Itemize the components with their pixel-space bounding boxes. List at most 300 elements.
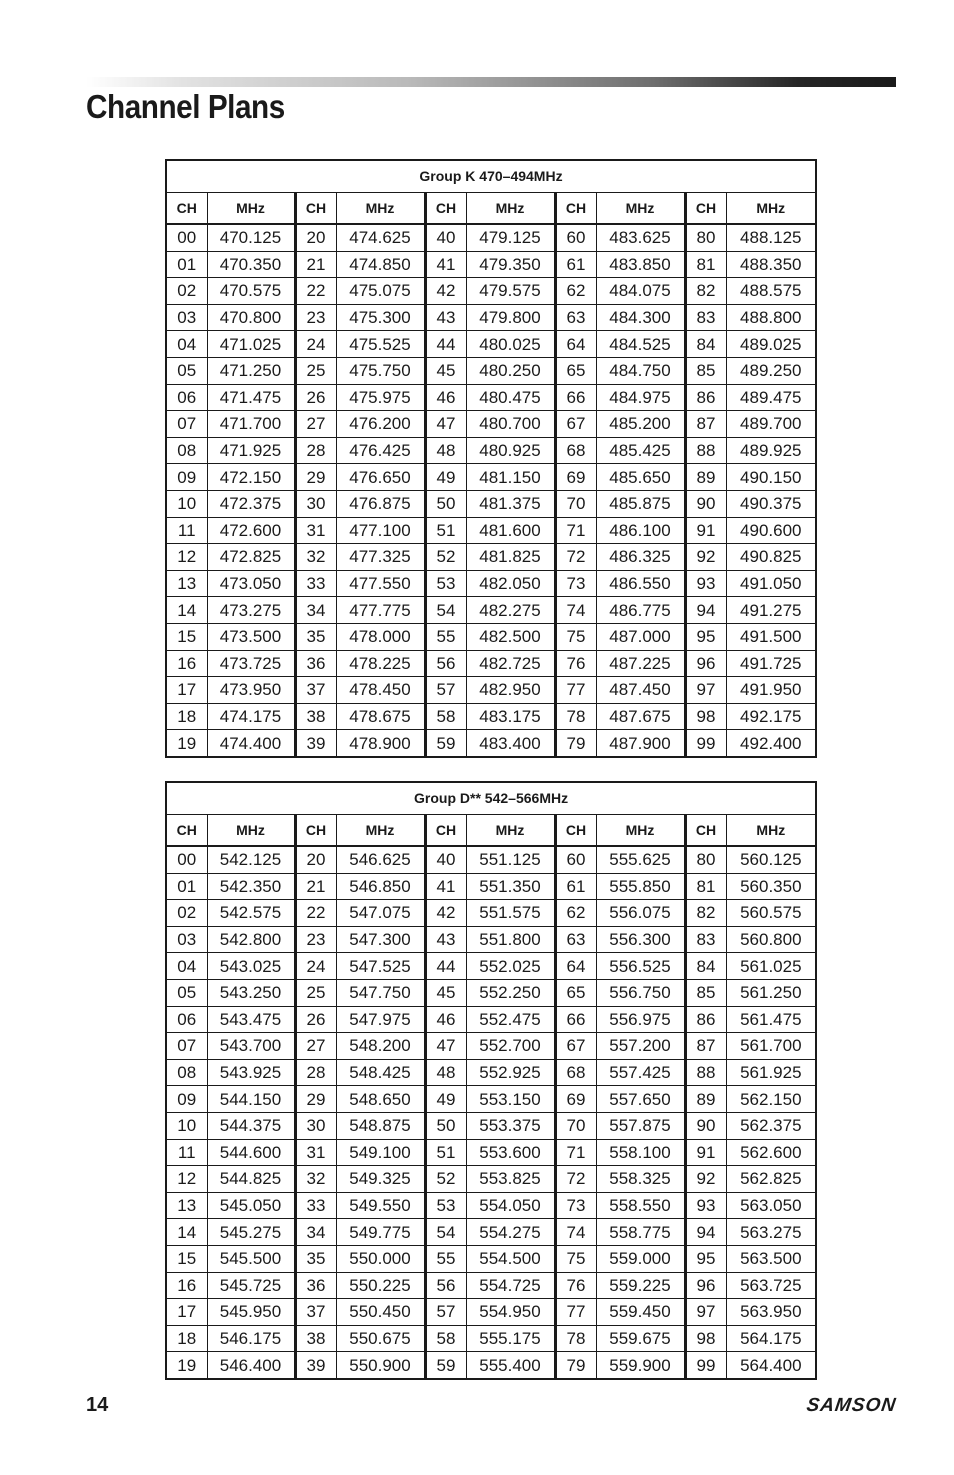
channel-frequency: 548.200 <box>336 1033 425 1060</box>
channel-frequency: 552.925 <box>466 1059 555 1086</box>
channel-number: 83 <box>685 304 726 331</box>
table-row <box>166 1352 816 1379</box>
channel-number: 37 <box>295 677 336 704</box>
channel-frequency: 488.350 <box>726 251 816 278</box>
channel-number: 92 <box>685 544 726 571</box>
channel-number: 93 <box>685 1192 726 1219</box>
channel-number: 15 <box>166 623 207 650</box>
channel-frequency: 486.775 <box>596 597 685 624</box>
channel-number: 42 <box>425 900 466 927</box>
table-title: Group K 470–494MHz <box>166 160 816 193</box>
channel-frequency: 561.700 <box>726 1033 816 1060</box>
channel-number: 15 <box>166 1245 207 1272</box>
channel-number: 43 <box>425 926 466 953</box>
channel-number: 72 <box>555 1166 596 1193</box>
channel-number: 53 <box>425 1192 466 1219</box>
channel-number: 33 <box>295 1192 336 1219</box>
channel-frequency: 472.375 <box>207 490 295 517</box>
channel-number: 41 <box>425 251 466 278</box>
channel-number: 96 <box>685 1272 726 1299</box>
channel-number: 24 <box>295 953 336 980</box>
channel-number: 74 <box>555 597 596 624</box>
channel-number: 02 <box>166 278 207 305</box>
channel-frequency: 479.575 <box>466 278 555 305</box>
header-rule <box>86 77 896 87</box>
channel-frequency: 563.050 <box>726 1192 816 1219</box>
channel-frequency: 482.275 <box>466 597 555 624</box>
channel-number: 17 <box>166 677 207 704</box>
table-row <box>166 437 816 464</box>
table-title: Group D** 542–566MHz <box>166 782 816 815</box>
channel-number: 51 <box>425 1139 466 1166</box>
channel-number: 73 <box>555 570 596 597</box>
channel-frequency: 564.175 <box>726 1325 816 1352</box>
column-header-ch: CH <box>295 193 336 225</box>
channel-number: 94 <box>685 1219 726 1246</box>
column-header-mhz: MHz <box>726 193 816 225</box>
channel-number: 99 <box>685 1352 726 1379</box>
table-row <box>166 331 816 358</box>
channel-frequency: 475.525 <box>336 331 425 358</box>
channel-number: 02 <box>166 900 207 927</box>
table-row <box>166 1272 816 1299</box>
channel-frequency: 562.825 <box>726 1166 816 1193</box>
channel-number: 36 <box>295 650 336 677</box>
channel-number: 28 <box>295 1059 336 1086</box>
channel-number: 85 <box>685 357 726 384</box>
channel-frequency: 471.700 <box>207 411 295 438</box>
channel-frequency: 552.700 <box>466 1033 555 1060</box>
channel-number: 67 <box>555 1033 596 1060</box>
channel-frequency: 477.325 <box>336 544 425 571</box>
channel-frequency: 485.200 <box>596 411 685 438</box>
channel-frequency: 491.050 <box>726 570 816 597</box>
channel-number: 78 <box>555 1325 596 1352</box>
channel-frequency: 551.575 <box>466 900 555 927</box>
table-row <box>166 384 816 411</box>
channel-number: 92 <box>685 1166 726 1193</box>
table-row <box>166 703 816 730</box>
channel-frequency: 490.600 <box>726 517 816 544</box>
channel-number: 03 <box>166 304 207 331</box>
channel-number: 63 <box>555 304 596 331</box>
channel-frequency: 487.450 <box>596 677 685 704</box>
channel-number: 38 <box>295 1325 336 1352</box>
channel-number: 31 <box>295 517 336 544</box>
channel-frequency: 476.875 <box>336 490 425 517</box>
channel-number: 43 <box>425 304 466 331</box>
channel-frequency: 487.900 <box>596 730 685 757</box>
channel-number: 31 <box>295 1139 336 1166</box>
channel-number: 32 <box>295 544 336 571</box>
channel-number: 57 <box>425 1299 466 1326</box>
table-row <box>166 1325 816 1352</box>
channel-number: 77 <box>555 677 596 704</box>
channel-frequency: 555.625 <box>596 846 685 873</box>
channel-frequency: 552.475 <box>466 1006 555 1033</box>
channel-number: 45 <box>425 357 466 384</box>
channel-number: 50 <box>425 490 466 517</box>
channel-number: 61 <box>555 873 596 900</box>
channel-frequency: 479.800 <box>466 304 555 331</box>
channel-frequency: 473.050 <box>207 570 295 597</box>
channel-frequency: 557.425 <box>596 1059 685 1086</box>
channel-number: 65 <box>555 357 596 384</box>
channel-frequency: 563.500 <box>726 1245 816 1272</box>
channel-number: 36 <box>295 1272 336 1299</box>
channel-frequency: 491.275 <box>726 597 816 624</box>
channel-frequency: 481.600 <box>466 517 555 544</box>
channel-frequency: 542.350 <box>207 873 295 900</box>
channel-number: 30 <box>295 1112 336 1139</box>
channel-frequency: 547.300 <box>336 926 425 953</box>
column-header-mhz: MHz <box>596 193 685 225</box>
channel-frequency: 482.950 <box>466 677 555 704</box>
channel-number: 74 <box>555 1219 596 1246</box>
channel-number: 14 <box>166 597 207 624</box>
channel-number: 75 <box>555 1245 596 1272</box>
channel-number: 13 <box>166 570 207 597</box>
channel-number: 25 <box>295 357 336 384</box>
channel-number: 14 <box>166 1219 207 1246</box>
channel-frequency: 556.525 <box>596 953 685 980</box>
channel-frequency: 542.800 <box>207 926 295 953</box>
channel-frequency: 487.000 <box>596 623 685 650</box>
channel-number: 66 <box>555 1006 596 1033</box>
channel-frequency: 489.250 <box>726 357 816 384</box>
channel-frequency: 555.175 <box>466 1325 555 1352</box>
channel-number: 29 <box>295 464 336 491</box>
channel-number: 44 <box>425 331 466 358</box>
channel-number: 87 <box>685 411 726 438</box>
channel-frequency: 554.725 <box>466 1272 555 1299</box>
channel-frequency: 545.725 <box>207 1272 295 1299</box>
column-header-ch: CH <box>685 815 726 847</box>
column-header-mhz: MHz <box>207 815 295 847</box>
channel-number: 81 <box>685 873 726 900</box>
channel-number: 89 <box>685 1086 726 1113</box>
channel-number: 59 <box>425 1352 466 1379</box>
channel-number: 26 <box>295 384 336 411</box>
channel-number: 23 <box>295 304 336 331</box>
channel-frequency: 543.250 <box>207 979 295 1006</box>
channel-frequency: 488.575 <box>726 278 816 305</box>
table-row <box>166 926 816 953</box>
channel-number: 55 <box>425 1245 466 1272</box>
channel-number: 07 <box>166 411 207 438</box>
channel-frequency: 546.175 <box>207 1325 295 1352</box>
table-row <box>166 1112 816 1139</box>
channel-number: 76 <box>555 650 596 677</box>
channel-number: 68 <box>555 1059 596 1086</box>
channel-frequency: 559.675 <box>596 1325 685 1352</box>
channel-number: 20 <box>295 846 336 873</box>
table-row <box>166 251 816 278</box>
channel-frequency: 474.175 <box>207 703 295 730</box>
channel-frequency: 477.775 <box>336 597 425 624</box>
channel-frequency: 564.400 <box>726 1352 816 1379</box>
channel-number: 80 <box>685 846 726 873</box>
channel-frequency: 490.375 <box>726 490 816 517</box>
channel-frequency: 491.725 <box>726 650 816 677</box>
channel-number: 24 <box>295 331 336 358</box>
channel-frequency: 543.475 <box>207 1006 295 1033</box>
channel-number: 01 <box>166 873 207 900</box>
channel-number: 01 <box>166 251 207 278</box>
channel-frequency: 550.000 <box>336 1245 425 1272</box>
channel-number: 85 <box>685 979 726 1006</box>
channel-frequency: 483.175 <box>466 703 555 730</box>
channel-frequency: 553.150 <box>466 1086 555 1113</box>
channel-number: 21 <box>295 873 336 900</box>
channel-frequency: 544.150 <box>207 1086 295 1113</box>
channel-number: 54 <box>425 597 466 624</box>
channel-frequency: 547.750 <box>336 979 425 1006</box>
channel-frequency: 489.025 <box>726 331 816 358</box>
channel-number: 58 <box>425 1325 466 1352</box>
channel-table-group-k <box>165 159 817 758</box>
column-header-ch: CH <box>555 193 596 225</box>
channel-frequency: 547.525 <box>336 953 425 980</box>
channel-frequency: 561.025 <box>726 953 816 980</box>
channel-number: 40 <box>425 846 466 873</box>
channel-number: 19 <box>166 1352 207 1379</box>
channel-frequency: 490.825 <box>726 544 816 571</box>
channel-number: 10 <box>166 1112 207 1139</box>
channel-frequency: 550.675 <box>336 1325 425 1352</box>
channel-frequency: 478.225 <box>336 650 425 677</box>
channel-frequency: 557.200 <box>596 1033 685 1060</box>
channel-frequency: 473.500 <box>207 623 295 650</box>
channel-number: 86 <box>685 384 726 411</box>
channel-frequency: 475.975 <box>336 384 425 411</box>
channel-frequency: 549.325 <box>336 1166 425 1193</box>
channel-frequency: 546.625 <box>336 846 425 873</box>
channel-number: 12 <box>166 544 207 571</box>
channel-number: 84 <box>685 953 726 980</box>
channel-frequency: 543.700 <box>207 1033 295 1060</box>
channel-number: 60 <box>555 846 596 873</box>
channel-number: 96 <box>685 650 726 677</box>
channel-frequency: 482.050 <box>466 570 555 597</box>
channel-frequency: 476.200 <box>336 411 425 438</box>
channel-frequency: 482.725 <box>466 650 555 677</box>
channel-number: 47 <box>425 1033 466 1060</box>
channel-frequency: 554.950 <box>466 1299 555 1326</box>
channel-number: 22 <box>295 900 336 927</box>
channel-number: 18 <box>166 1325 207 1352</box>
channel-frequency: 473.950 <box>207 677 295 704</box>
channel-number: 17 <box>166 1299 207 1326</box>
channel-frequency: 557.875 <box>596 1112 685 1139</box>
channel-number: 46 <box>425 1006 466 1033</box>
channel-number: 68 <box>555 437 596 464</box>
channel-number: 53 <box>425 570 466 597</box>
channel-number: 48 <box>425 1059 466 1086</box>
channel-number: 69 <box>555 1086 596 1113</box>
channel-frequency: 478.900 <box>336 730 425 757</box>
channel-number: 08 <box>166 437 207 464</box>
channel-number: 94 <box>685 597 726 624</box>
table-row <box>166 1192 816 1219</box>
channel-number: 18 <box>166 703 207 730</box>
channel-frequency: 550.900 <box>336 1352 425 1379</box>
channel-number: 82 <box>685 900 726 927</box>
channel-number: 25 <box>295 979 336 1006</box>
table-row <box>166 979 816 1006</box>
table-row <box>166 1086 816 1113</box>
table-row <box>166 357 816 384</box>
table-row <box>166 517 816 544</box>
channel-frequency: 486.325 <box>596 544 685 571</box>
column-header-ch: CH <box>295 815 336 847</box>
channel-frequency: 491.950 <box>726 677 816 704</box>
channel-number: 33 <box>295 570 336 597</box>
channel-frequency: 548.425 <box>336 1059 425 1086</box>
channel-frequency: 481.825 <box>466 544 555 571</box>
channel-frequency: 492.400 <box>726 730 816 757</box>
channel-frequency: 554.050 <box>466 1192 555 1219</box>
channel-number: 81 <box>685 251 726 278</box>
channel-number: 16 <box>166 650 207 677</box>
channel-frequency: 488.125 <box>726 224 816 251</box>
channel-number: 37 <box>295 1299 336 1326</box>
channel-frequency: 542.575 <box>207 900 295 927</box>
channel-number: 32 <box>295 1166 336 1193</box>
channel-frequency: 479.125 <box>466 224 555 251</box>
channel-frequency: 485.650 <box>596 464 685 491</box>
channel-number: 23 <box>295 926 336 953</box>
channel-frequency: 477.100 <box>336 517 425 544</box>
channel-number: 04 <box>166 953 207 980</box>
channel-frequency: 544.375 <box>207 1112 295 1139</box>
channel-number: 54 <box>425 1219 466 1246</box>
channel-frequency: 471.475 <box>207 384 295 411</box>
channel-number: 75 <box>555 623 596 650</box>
channel-frequency: 484.525 <box>596 331 685 358</box>
channel-frequency: 544.825 <box>207 1166 295 1193</box>
channel-frequency: 550.450 <box>336 1299 425 1326</box>
table-row <box>166 873 816 900</box>
channel-frequency: 549.775 <box>336 1219 425 1246</box>
channel-frequency: 551.125 <box>466 846 555 873</box>
channel-frequency: 556.975 <box>596 1006 685 1033</box>
channel-number: 21 <box>295 251 336 278</box>
channel-number: 95 <box>685 1245 726 1272</box>
channel-frequency: 492.175 <box>726 703 816 730</box>
table-row <box>166 900 816 927</box>
channel-number: 73 <box>555 1192 596 1219</box>
channel-number: 26 <box>295 1006 336 1033</box>
channel-number: 95 <box>685 623 726 650</box>
channel-number: 78 <box>555 703 596 730</box>
channel-frequency: 561.925 <box>726 1059 816 1086</box>
column-header-mhz: MHz <box>466 193 555 225</box>
channel-frequency: 485.875 <box>596 490 685 517</box>
channel-number: 11 <box>166 517 207 544</box>
channel-frequency: 472.150 <box>207 464 295 491</box>
column-header-ch: CH <box>425 193 466 225</box>
column-header-mhz: MHz <box>466 815 555 847</box>
channel-number: 89 <box>685 464 726 491</box>
channel-number: 42 <box>425 278 466 305</box>
channel-frequency: 559.000 <box>596 1245 685 1272</box>
channel-number: 71 <box>555 1139 596 1166</box>
channel-frequency: 558.550 <box>596 1192 685 1219</box>
table-row <box>166 650 816 677</box>
channel-frequency: 546.850 <box>336 873 425 900</box>
channel-frequency: 556.075 <box>596 900 685 927</box>
channel-number: 64 <box>555 953 596 980</box>
table-row <box>166 730 816 757</box>
channel-frequency: 562.150 <box>726 1086 816 1113</box>
channel-number: 66 <box>555 384 596 411</box>
table-row <box>166 544 816 571</box>
channel-number: 06 <box>166 1006 207 1033</box>
table-row <box>166 411 816 438</box>
column-header-mhz: MHz <box>726 815 816 847</box>
channel-frequency: 556.300 <box>596 926 685 953</box>
channel-number: 34 <box>295 1219 336 1246</box>
channel-frequency: 560.575 <box>726 900 816 927</box>
channel-frequency: 484.300 <box>596 304 685 331</box>
channel-number: 38 <box>295 703 336 730</box>
channel-frequency: 473.725 <box>207 650 295 677</box>
channel-number: 49 <box>425 464 466 491</box>
channel-frequency: 543.925 <box>207 1059 295 1086</box>
channel-number: 88 <box>685 437 726 464</box>
channel-frequency: 481.150 <box>466 464 555 491</box>
channel-number: 97 <box>685 677 726 704</box>
table-row <box>166 1139 816 1166</box>
channel-frequency: 478.450 <box>336 677 425 704</box>
channel-number: 97 <box>685 1299 726 1326</box>
channel-number: 56 <box>425 1272 466 1299</box>
channel-number: 41 <box>425 873 466 900</box>
channel-number: 48 <box>425 437 466 464</box>
channel-number: 79 <box>555 730 596 757</box>
channel-frequency: 476.425 <box>336 437 425 464</box>
table-row <box>166 846 816 873</box>
channel-number: 08 <box>166 1059 207 1086</box>
channel-frequency: 550.225 <box>336 1272 425 1299</box>
channel-number: 59 <box>425 730 466 757</box>
channel-number: 06 <box>166 384 207 411</box>
channel-number: 09 <box>166 464 207 491</box>
column-header-mhz: MHz <box>596 815 685 847</box>
channel-number: 71 <box>555 517 596 544</box>
channel-number: 87 <box>685 1033 726 1060</box>
table-row <box>166 677 816 704</box>
channel-number: 09 <box>166 1086 207 1113</box>
channel-number: 57 <box>425 677 466 704</box>
channel-number: 10 <box>166 490 207 517</box>
channel-frequency: 480.925 <box>466 437 555 464</box>
table-row <box>166 953 816 980</box>
channel-frequency: 470.800 <box>207 304 295 331</box>
channel-frequency: 480.475 <box>466 384 555 411</box>
channel-frequency: 560.350 <box>726 873 816 900</box>
channel-number: 79 <box>555 1352 596 1379</box>
channel-number: 35 <box>295 623 336 650</box>
table-row <box>166 1059 816 1086</box>
channel-number: 63 <box>555 926 596 953</box>
channel-number: 03 <box>166 926 207 953</box>
channel-number: 82 <box>685 278 726 305</box>
table-row <box>166 490 816 517</box>
channel-frequency: 563.275 <box>726 1219 816 1246</box>
channel-number: 47 <box>425 411 466 438</box>
